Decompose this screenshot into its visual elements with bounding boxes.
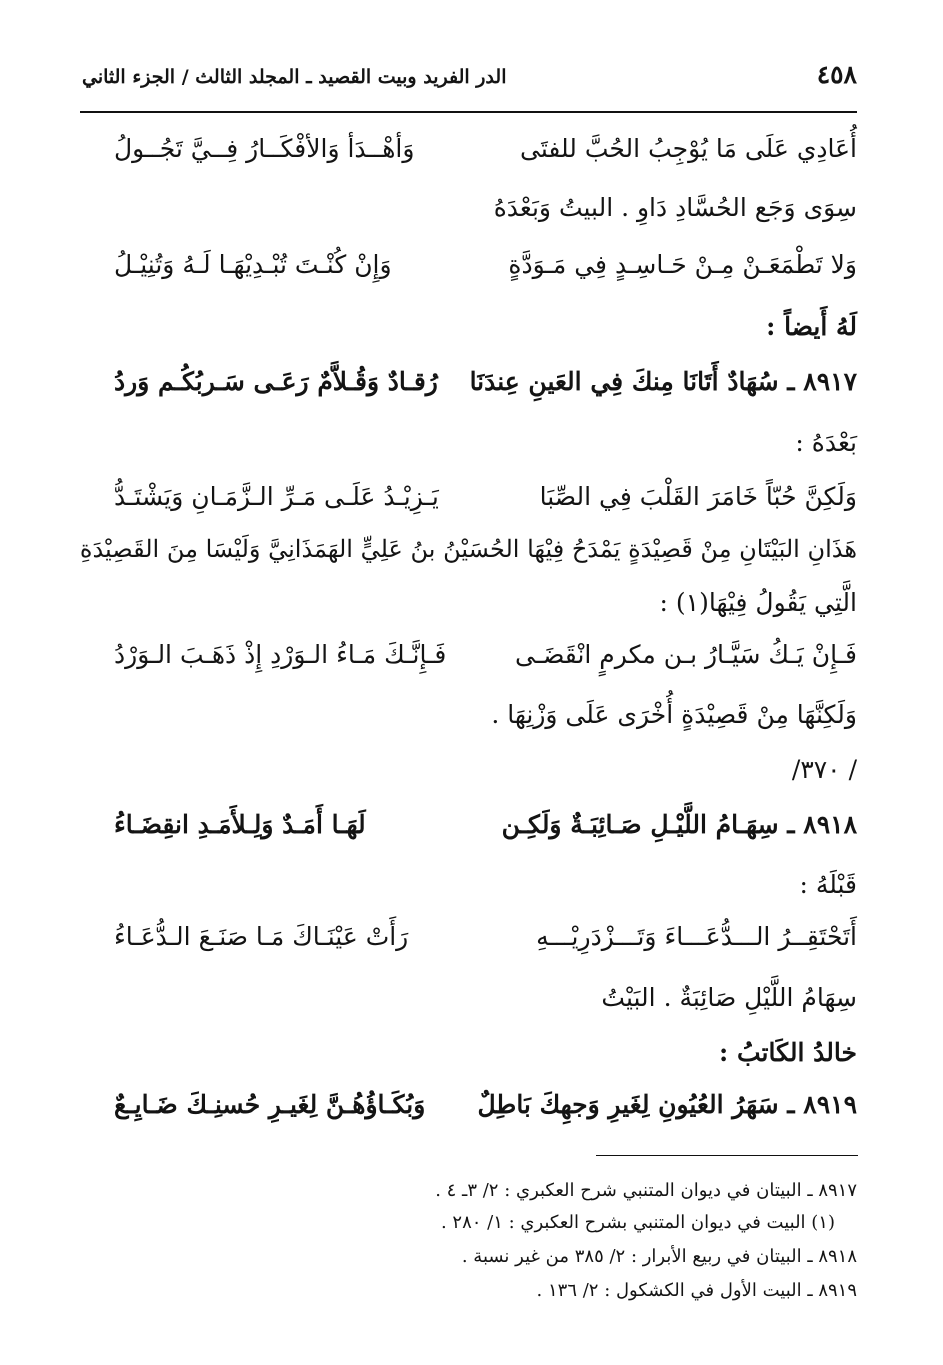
verse-first-hemistich: أَتَحْتَقِــرُ الـــدُّعَـــاءَ وَتَـــزْدَرِيْـــهِ: [536, 922, 857, 951]
footnote: ٨٩١٨ ـ البيتان في ربيع الأبرار : ٢/ ٣٨٥ من غير نسبة .: [461, 1246, 857, 1267]
verse-first-hemistich: فَـإِنْ يَـكُ سَيَّـارُ بـن مكرمٍ انْقَضَـى: [514, 640, 857, 669]
verse-first-hemistich: وَلا تَطْمَعَـنْ مِـنْ حَـاسِـدٍ فِي مَـوَدَّةٍ: [508, 250, 857, 279]
page-number: ٤٥٨: [816, 60, 857, 89]
poet-heading: خالدُ الكَاتبُ :: [719, 1038, 857, 1067]
footnote: ٨٩١٧ ـ البيتان في ديوان المتنبي شرح العكبري : ٢/ ٣ـ ٤ .: [435, 1180, 857, 1201]
prose-line: سِوَى وَجَع الحُسَّادِ دَاوِ . البيتُ وَبَعْدَهُ: [493, 193, 857, 222]
verse-first-hemistich: أُعَادِي عَلَى مَا يُوْجِبُ الحُبَّ للفتَى: [520, 134, 857, 163]
prose-line: هَذَانِ البَيْتَانِ مِنْ قَصِيْدَةٍ يَمْدَحُ فِيْهَا الحُسَيْنُ بنُ عَلِيٍّ الهَمَذَانِيَّ وَلَيْسَا مِنَ القَصِيْدَةِ: [79, 535, 857, 563]
manuscript-page-marker: / ٣٧٠/: [791, 755, 857, 784]
prose-line: بَعْدَهُ :: [795, 428, 857, 457]
prose-line: وَلَكِنَّهَا مِنْ قَصِيْدَةٍ أُخْرَى عَلَى وَزْنِهَا .: [491, 700, 857, 729]
verse-first-hemistich: ٨٩١٧ ـ سُهَادٌ أَتَانَا مِنكَ فِي العَينِ عِندَنَا: [469, 367, 857, 396]
verse-second-hemistich: وَبُكَـاؤُهُـنَّ لِغَيـرِ حُسنِـكَ ضَـايِـعٌ: [114, 1090, 426, 1119]
verse-second-hemistich: وَإِنْ كُنْـتَ تُبْـدِيْهَـا لَـهُ وَتُنِيْـلُ: [114, 250, 392, 279]
verse-second-hemistich: رُقـادٌ وَقُـلاَّمٌ رَعَـى سَـربُكُـم وَردُ: [114, 367, 438, 396]
running-header-title: الدر الفريد وبيت القصيد ـ المجلد الثالث / الجزء الثاني: [82, 66, 507, 88]
footnote: ٨٩١٩ ـ البيت الأول في الكشكول : ٢/ ١٣٦ .: [536, 1280, 857, 1301]
prose-line: قَبْلَهُ :: [799, 870, 857, 899]
footnote-divider: [596, 1155, 858, 1156]
prose-line: الَّتِي يَقُولُ فِيْهَا(١) :: [659, 588, 857, 617]
verse-first-hemistich: ٨٩١٩ ـ سَهَرُ العُيُونِ لِغَيرِ وَجهِكَ بَاطِلٌ: [477, 1090, 857, 1119]
verse-second-hemistich: فَـإِنَّـكَ مَـاءُ الـوَرْدِ إِذْ ذَهَـبَ الـوَرْدُ: [114, 640, 447, 669]
verse-first-hemistich: وَلَكِنَّ حُبّاً خَامَرَ القَلْبَ فِي الصِّبَا: [539, 482, 857, 511]
prose-line: سِهَامُ اللَّيْلِ صَائِبَةٌ . البَيْتُ: [601, 983, 857, 1012]
footnote: (١) البيت في ديوان المتنبي بشرح العكبري : ١/ ٢٨٠ .: [440, 1212, 835, 1233]
verse-first-hemistich: ٨٩١٨ ـ سِهَـامُ اللَّيْـلِ صَـائِبَـةٌ وَلَكِـن: [501, 810, 857, 839]
verse-second-hemistich: لَهَـا أَمَـدٌ وَلِـلأَمَـدِ انقِضَـاءُ: [114, 810, 366, 839]
header-divider: [80, 111, 857, 113]
verse-second-hemistich: رَأَتْ عَيْنَـاكَ مَـا صَنَـعَ الـدُّعَـاءُ: [114, 922, 409, 951]
verse-second-hemistich: وَأهْــدَأ وَالأفْكَــارُ فِــيَّ تَجُــولُ: [114, 134, 415, 163]
verse-second-hemistich: يَـزِيْـدُ عَلَـى مَـرِّ الـزَّمَـانِ وَيَشْتَـدُّ: [114, 482, 439, 511]
poet-heading: لَهُ أَيضاً :: [766, 312, 857, 341]
